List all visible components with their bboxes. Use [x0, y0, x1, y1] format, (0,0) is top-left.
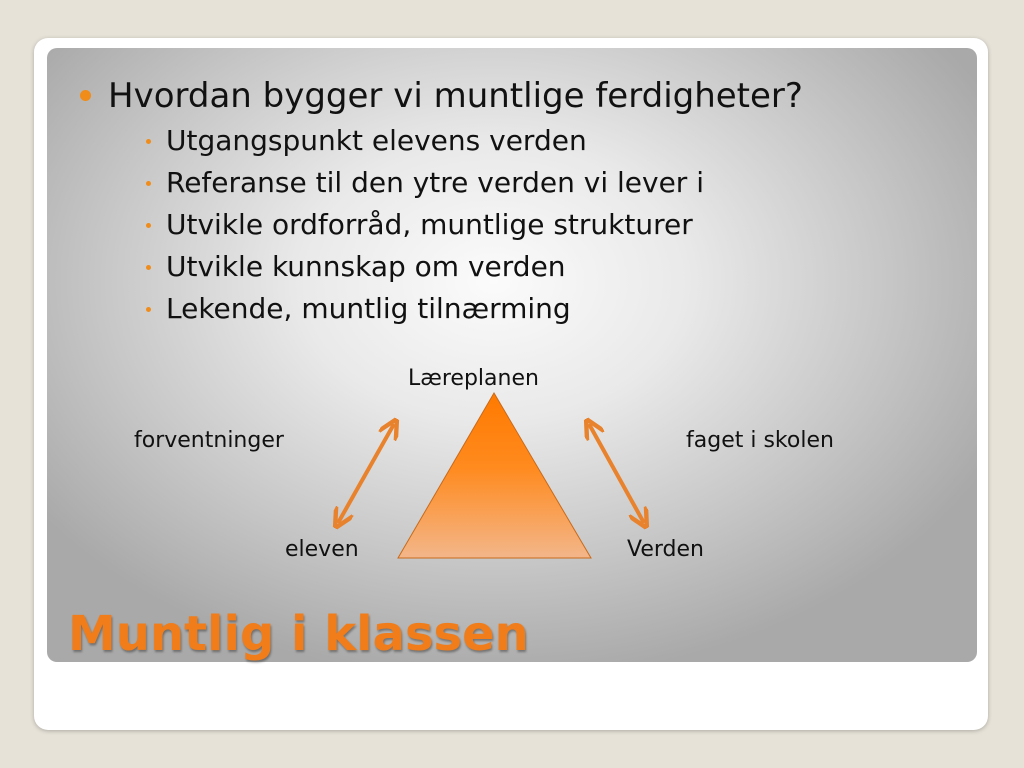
sub-bullet-text: Utvikle ordforråd, muntlige strukturer	[166, 208, 693, 241]
sub-bullet-text: Referanse til den ytre verden vi lever i	[166, 166, 705, 199]
triangle-shape	[398, 393, 591, 558]
sub-bullet-text: Lekende, muntlig tilnærming	[166, 292, 571, 325]
diagram-right-arrow-label: faget i skolen	[686, 428, 834, 453]
diagram-top-label: Læreplanen	[408, 366, 539, 391]
main-bullet-text: Hvordan bygger vi muntlige ferdigheter?	[108, 76, 803, 116]
diagram-left-label: eleven	[285, 537, 359, 562]
diagram-right-label: Verden	[627, 537, 704, 562]
right-double-arrow	[589, 424, 644, 523]
diagram-left-arrow-label: forventninger	[134, 428, 284, 453]
left-double-arrow	[338, 424, 394, 523]
slide-title: Muntlig i klassen	[68, 606, 529, 662]
sub-bullet-text: Utgangspunkt elevens verden	[166, 124, 587, 157]
sub-bullet-text: Utvikle kunnskap om verden	[166, 250, 566, 283]
